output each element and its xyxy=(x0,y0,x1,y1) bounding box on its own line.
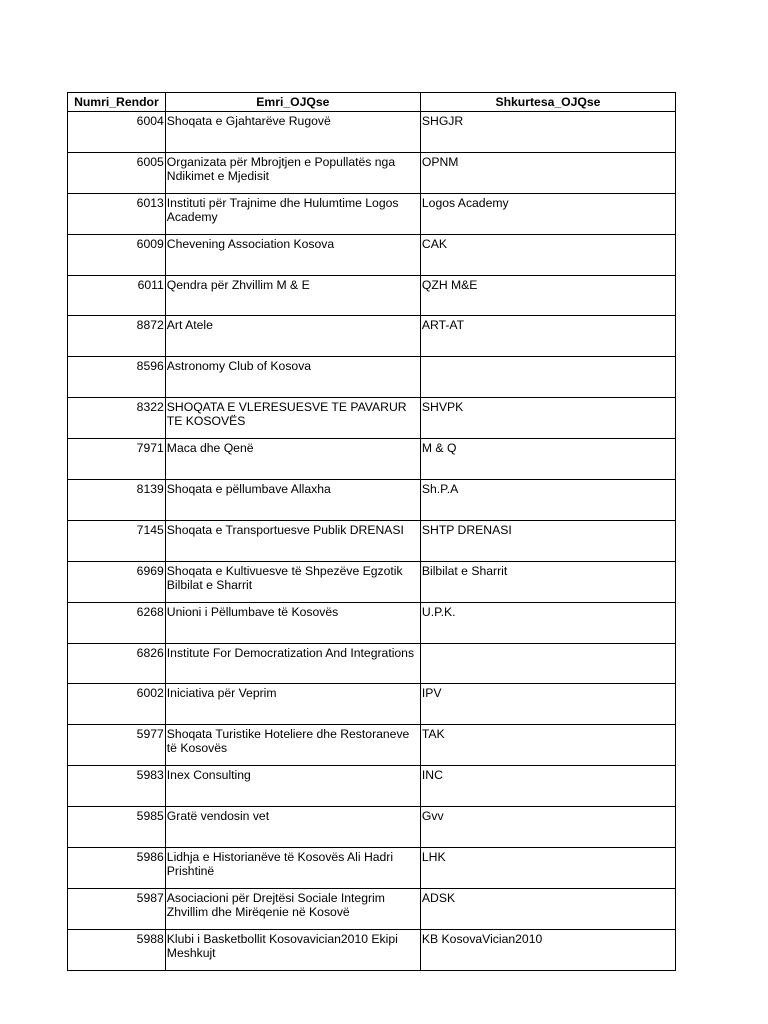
row-number: 7971 xyxy=(68,439,166,480)
row-abbreviation xyxy=(420,357,675,398)
row-abbreviation: CAK xyxy=(420,234,675,275)
table-row xyxy=(68,725,676,766)
row-number: 6826 xyxy=(68,643,166,684)
row-name: Iniciativa për Veprim xyxy=(165,684,420,725)
table-row xyxy=(68,193,676,234)
row-number: 6004 xyxy=(68,112,166,153)
row-abbreviation: OPNM xyxy=(420,152,675,193)
row-abbreviation: Gvv xyxy=(420,807,675,848)
table-row xyxy=(68,888,676,929)
row-abbreviation: KB KosovaVician2010 xyxy=(420,929,675,970)
row-abbreviation: SHTP DRENASI xyxy=(420,520,675,561)
table-row xyxy=(68,643,676,684)
row-name: Shoqata e pëllumbave Allaxha xyxy=(165,480,420,521)
row-number: 6005 xyxy=(68,152,166,193)
row-abbreviation: ADSK xyxy=(420,888,675,929)
row-abbreviation: QZH M&E xyxy=(420,275,675,316)
row-number: 8322 xyxy=(68,398,166,439)
row-number: 5986 xyxy=(68,848,166,889)
table-row xyxy=(68,480,676,521)
row-abbreviation: Bilbilat e Sharrit xyxy=(420,561,675,602)
row-number: 6009 xyxy=(68,234,166,275)
table-row xyxy=(68,766,676,807)
table-row xyxy=(68,398,676,439)
row-abbreviation xyxy=(420,643,675,684)
row-name: Art Atele xyxy=(165,316,420,357)
row-number: 5983 xyxy=(68,766,166,807)
header-name: Emri_OJQse xyxy=(165,93,420,112)
table-row xyxy=(68,848,676,889)
table-body xyxy=(68,112,676,971)
row-abbreviation: TAK xyxy=(420,725,675,766)
row-number: 6011 xyxy=(68,275,166,316)
row-number: 8596 xyxy=(68,357,166,398)
row-number: 8139 xyxy=(68,480,166,521)
row-abbreviation: INC xyxy=(420,766,675,807)
row-number: 6268 xyxy=(68,602,166,643)
row-name: Maca dhe Qenë xyxy=(165,439,420,480)
row-name: Asociacioni për Drejtësi Sociale Integrim Zhvillim dhe Mirëqenie në Kosovë xyxy=(165,888,420,929)
row-name: Shoqata e Transportuesve Publik DRENASI xyxy=(165,520,420,561)
table-row xyxy=(68,275,676,316)
row-name: Shoqata e Kultivuesve të Shpezëve Egzotik Bilbilat e Sharrit xyxy=(165,561,420,602)
header-row xyxy=(68,93,676,112)
row-name: Chevening Association Kosova xyxy=(165,234,420,275)
row-abbreviation: Sh.P.A xyxy=(420,480,675,521)
row-name: Institute For Democratization And Integrations xyxy=(165,643,420,684)
row-number: 5988 xyxy=(68,929,166,970)
header-abbreviation: Shkurtesa_OJQse xyxy=(420,93,675,112)
row-number: 5985 xyxy=(68,807,166,848)
row-name: Gratë vendosin vet xyxy=(165,807,420,848)
row-abbreviation: Logos Academy xyxy=(420,193,675,234)
row-name: SHOQATA E VLERESUESVE TE PAVARUR TE KOSOVËS xyxy=(165,398,420,439)
table-header xyxy=(68,93,676,112)
row-number: 7145 xyxy=(68,520,166,561)
table-row xyxy=(68,316,676,357)
table-row xyxy=(68,807,676,848)
row-name: Qendra për Zhvillim M & E xyxy=(165,275,420,316)
row-number: 8872 xyxy=(68,316,166,357)
table-row xyxy=(68,929,676,970)
row-abbreviation: ART-AT xyxy=(420,316,675,357)
row-name: Shoqata Turistike Hoteliere dhe Restoraneve të Kosovës xyxy=(165,725,420,766)
table-row xyxy=(68,152,676,193)
row-abbreviation: SHVPK xyxy=(420,398,675,439)
row-abbreviation: M & Q xyxy=(420,439,675,480)
row-abbreviation: U.P.K. xyxy=(420,602,675,643)
row-number: 6002 xyxy=(68,684,166,725)
ngo-table xyxy=(67,92,676,971)
row-number: 5987 xyxy=(68,888,166,929)
row-name: Klubi i Basketbollit Kosovavician2010 Ekipi Meshkujt xyxy=(165,929,420,970)
table-row xyxy=(68,684,676,725)
row-name: Unioni i Pëllumbave të Kosovës xyxy=(165,602,420,643)
row-name: Organizata për Mbrojtjen e Popullatës nga Ndikimet e Mjedisit xyxy=(165,152,420,193)
table-row xyxy=(68,520,676,561)
row-name: Shoqata e Gjahtarëve Rugovë xyxy=(165,112,420,153)
table-row xyxy=(68,357,676,398)
row-number: 6969 xyxy=(68,561,166,602)
row-name: Inex Consulting xyxy=(165,766,420,807)
row-name: Astronomy Club of Kosova xyxy=(165,357,420,398)
row-abbreviation: IPV xyxy=(420,684,675,725)
table-row xyxy=(68,234,676,275)
row-number: 5977 xyxy=(68,725,166,766)
table-row xyxy=(68,561,676,602)
table-row xyxy=(68,439,676,480)
table-row xyxy=(68,602,676,643)
row-name: Instituti për Trajnime dhe Hulumtime Logos Academy xyxy=(165,193,420,234)
row-number: 6013 xyxy=(68,193,166,234)
row-name: Lidhja e Historianëve të Kosovës Ali Hadri Prishtinë xyxy=(165,848,420,889)
header-number: Numri_Rendor xyxy=(68,93,166,112)
row-abbreviation: SHGJR xyxy=(420,112,675,153)
table-row xyxy=(68,112,676,153)
row-abbreviation: LHK xyxy=(420,848,675,889)
